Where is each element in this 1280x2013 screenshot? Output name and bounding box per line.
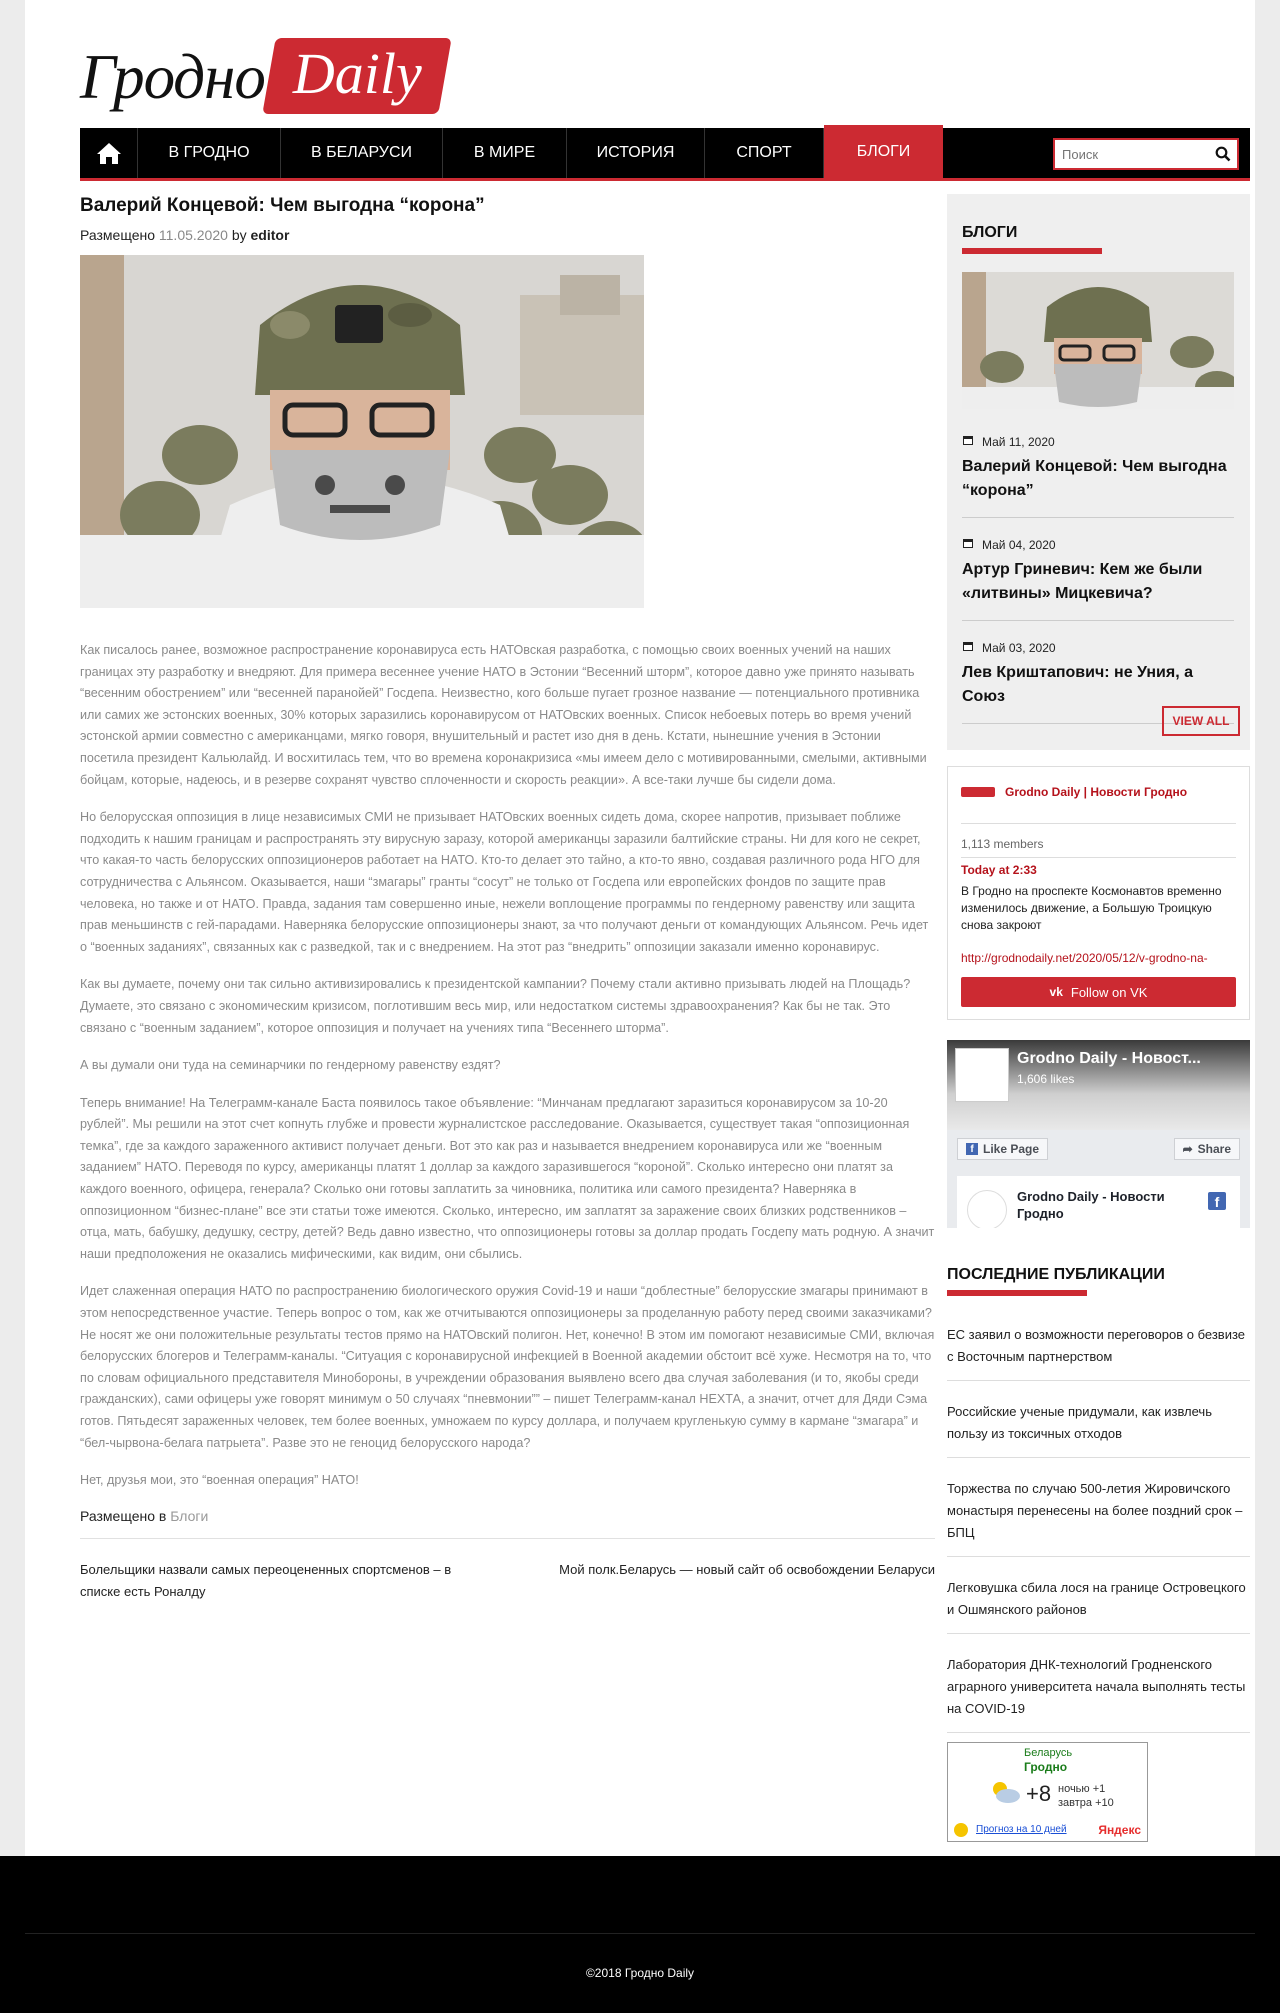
fb-page-avatar[interactable] — [955, 1048, 1009, 1102]
nav-item-sport[interactable]: СПОРТ — [705, 128, 824, 178]
fb-post — [957, 1176, 1240, 1228]
posted-label: Размещено — [80, 227, 155, 243]
divider — [962, 517, 1234, 518]
facebook-icon: f — [1208, 1192, 1226, 1210]
calendar-icon — [962, 640, 974, 655]
article-paragraph: Как вы думаете, почему они так сильно активизировались к президентской кампании? Почему стали активно призывать людей на Площадь? Думаете, это связано с экономическим кризисом, поглотившим весь мир, или недостатком системы здравоохранения? Как бы не так. Это связано с “военным заданием”, которое оппозиция и получает на учениях типа “Весеннего шторма”. — [80, 977, 911, 1035]
next-post-link[interactable]: Мой полк.Беларусь — новый сайт об освобождении Беларуси — [559, 1561, 935, 1577]
by-label: by — [231, 227, 247, 243]
latest-title: ПОСЛЕДНИЕ ПУБЛИКАЦИИ — [947, 1266, 1250, 1284]
nav-item-history[interactable]: ИСТОРИЯ — [567, 128, 705, 178]
vk-post-text: В Гродно на проспекте Космонавтов временно изменилось движение, а Большую Троицкую снова закроют — [961, 884, 1222, 932]
vk-icon: vk — [1049, 985, 1063, 999]
fb-share-button[interactable] — [1174, 1138, 1240, 1160]
latest-link[interactable]: ЕС заявил о возможности переговоров о безвизе с Восточным партнерством — [947, 1327, 1246, 1364]
search-box — [1053, 138, 1239, 170]
article-image — [80, 255, 644, 608]
nav-item-belarus[interactable]: В БЕЛАРУСИ — [281, 128, 443, 178]
nav-item-grodno[interactable]: В ГРОДНО — [138, 128, 281, 178]
category-link[interactable]: Блоги — [170, 1507, 209, 1524]
fb-like-page-button[interactable] — [957, 1138, 1048, 1160]
blog-post — [962, 434, 1234, 518]
weather-night: ночью +1 — [1058, 1783, 1106, 1795]
nav-item-world[interactable]: В МИРЕ — [443, 128, 567, 178]
article-body — [80, 640, 935, 1492]
fb-share-label: Share — [1197, 1142, 1231, 1156]
blog-post-date: Май 04, 2020 — [982, 537, 1056, 552]
article-meta — [80, 227, 935, 243]
blogs-widget-title: БЛОГИ — [962, 224, 1018, 241]
vk-widget — [947, 766, 1250, 1020]
vk-group-header[interactable] — [961, 785, 1187, 799]
article-paragraph: Теперь внимание! На Телеграмм-канале Баста появилось такое объявление: “Минчанам предлагают заразиться коронавирусом за 10-20 рублей”. Мы решили на этот счет копнуть глубже и провести журналистское расследование. Оказывается, существует такая “оппозиционная темка”, где за каждого зараженного активист получает деньги. Вот это как раз и называется внедрением коронавируса или же “военным заданием” НАТО. Переводя по курсу, американцы платят 1 доллар за каждого заразившегося “короной”. Сколько интересно они платят за каждого военного, офицера, генерала? Сколько они готовы заплатить за чиновника, политика или самого президента? Наверняка в оппозиционном “бизнес-плане” все эти статьи тоже имеются. Сколько, интересно, им заплатят за заражение своих близких родственников – отца, мать, бабушку, дедушку, сестру, детей? Ведь давно известно, что оппозиционеры готовы за доллар продать Госдепу мать родную. А значит наши предположения не оказались мифическими, как видим, они сбылись. — [80, 1095, 935, 1261]
blog-post-date: Май 11, 2020 — [982, 434, 1055, 449]
weather-widget[interactable] — [947, 1742, 1148, 1842]
forecast-link[interactable]: Прогноз на 10 дней — [976, 1824, 1067, 1835]
logo-text: Гродно — [80, 42, 265, 112]
view-all-button[interactable]: VIEW ALL — [1162, 706, 1240, 736]
calendar-icon — [962, 434, 974, 449]
fb-likes: 1,606 likes — [1017, 1072, 1075, 1086]
latest-publications — [947, 1266, 1250, 1749]
list-item — [947, 1397, 1250, 1458]
fb-page-name[interactable]: Grodno Daily - Новост... — [1017, 1050, 1201, 1067]
article-category — [80, 1508, 935, 1539]
search-icon[interactable] — [1215, 146, 1231, 167]
list-item — [947, 1573, 1250, 1634]
latest-link[interactable]: Российские ученые придумали, как извлечь пользу из токсичных отходов — [947, 1404, 1212, 1441]
vk-follow-label: Follow on VK — [1070, 984, 1148, 1000]
article-title: Валерий Концевой: Чем выгодна “корона” — [80, 195, 485, 216]
facebook-widget — [947, 1040, 1250, 1228]
prev-post-link[interactable]: Болельщики назвали самых переоцененных спортсменов – в списке есть Роналду — [80, 1561, 452, 1599]
vk-post-time: Today at 2:33 — [961, 863, 1037, 877]
fb-post-author[interactable]: Grodno Daily - Новости Гродно — [1017, 1189, 1165, 1221]
vk-follow-button[interactable] — [961, 977, 1236, 1007]
site-logo[interactable] — [80, 35, 460, 115]
vk-group-name: Grodno Daily | Новости Гродно — [1005, 785, 1188, 799]
blog-post-title[interactable]: Валерий Концевой: Чем выгодна “корона” — [962, 458, 1227, 499]
page — [25, 0, 1255, 1856]
weather-city: Гродно — [1024, 1760, 1068, 1774]
divider — [961, 857, 1236, 858]
list-item — [947, 1320, 1250, 1381]
logo-badge — [262, 38, 451, 114]
list-item — [947, 1650, 1250, 1733]
blogs-widget — [947, 194, 1250, 750]
fb-post-avatar — [967, 1190, 1007, 1228]
article-paragraph: А вы думали они туда на семинарчики по гендерному равенству ездят? — [80, 1058, 501, 1073]
home-icon[interactable] — [80, 128, 138, 178]
vk-group-logo — [961, 787, 995, 797]
footer — [0, 1856, 1280, 2013]
latest-link[interactable]: Легковушка сбила лося на границе Островецкого и Ошмянского районов — [947, 1580, 1246, 1617]
footer-inner — [25, 1856, 1255, 2013]
vk-members: 1,113 members — [961, 837, 1044, 851]
footer-copyright: ©2018 Гродно Daily — [585, 1966, 695, 1980]
yandex-logo: Яндекс — [1098, 1823, 1141, 1837]
nav-item-blogs[interactable]: БЛОГИ — [824, 125, 943, 178]
logo-badge-text: Daily — [292, 41, 422, 106]
search-input[interactable] — [1055, 140, 1205, 168]
share-icon: ➦ — [1182, 1142, 1193, 1156]
category-label: Размещено в — [80, 1507, 167, 1524]
calendar-icon — [962, 537, 974, 552]
blog-thumbnail[interactable] — [962, 272, 1234, 409]
divider — [962, 620, 1234, 621]
partly-cloudy-icon — [988, 1779, 1022, 1810]
article — [80, 191, 935, 1619]
list-item — [947, 1474, 1250, 1557]
article-paragraph: Но белорусская оппозиция в лице независимых СМИ не призывает НАТОвских военных сидеть дома, скорее напротив, призывает поближе подходить к нашим границам и распространять эту вирусную заразу, которой американцы заразили балтийские страны. Ни для кого не секрет, что какая-то часть белорусских оппозиционеров работает на НАТО. Кто-то делает это тайно, а кто-то явно, создавая различного рода НГО для сотрудничества с Альянсом. Оказывается, наши “змагары” гранты “сосут” не только от Госдепа или европейских фондов по защите прав человека, но также и от НАТО. Правда, задания там совершенно иные, нежели воплощение программы по гендерному равенству или защита прав меньшинств с гей-парадами. Наверняка белорусские оппозиционеры знают, за что получают деньги от командующих Альянсом. Речь идет о “военных заданиях”, связанных как с разведкой, так и с внедрением. На этот раз “внедрить” оппозиции заказали именно коронавирус. — [80, 810, 929, 954]
vk-post-link[interactable]: http://grodnodaily.net/2020/05/12/v-grodno-na- — [961, 951, 1208, 965]
article-paragraph: Как писалось ранее, возможное распространение коронавируса есть НАТОвская разработка, с помощью своих военных учений на наших границах эту разработку и внедряют. Для примера весеннее учение НАТО в Эстонии “Весенний шторм”, которое давно уже принято называть “весенним обострением” или “весенней паранойей” Госдепа. Неизвестно, кого больше пугает грозное название — потенциального противника или самих же эстонских военных, 30% которых заразились коронавирусом от НАТОвских военных. Список небоевых потерь во время учений эстонской армии совместно с американцами, мягко говоря, внушительный и растет изо дня в день. Кстати, нынешние учения в Эстонии посетила президент Кальюлайд. И восхитилась тем, что во времена коронакризиса «мы имеем дело с мотивированными, смелыми, активными бойцам, которые, надеюсь, и в резерве сохранят чувство сплоченности и скорость реакции». А все-таки лучше бы сидели дома. — [80, 643, 927, 787]
latest-link[interactable]: Торжества по случаю 500-летия Жировичского монастыря перенесены на более поздний срок – БПЦ — [947, 1481, 1243, 1540]
fb-like-page-label: Like Page — [983, 1142, 1040, 1156]
weather-country: Беларусь — [1024, 1747, 1073, 1759]
article-paragraph: Идет слаженная операция НАТО по распространению биологического оружия Covid-19 и наши “доблестные” белорусские змагары принимают в этом непосредственное участие. Теперь вопрос о том, как же отчитываются оппозиционеры за проделанную работу перед своими заказчиками? Не носят же они положительные результаты тестов прямо на НАТОвский полигон. Нет, конечно! В этом им помогают независимые СМИ, включая белорусских блогеров и Телеграмм-каналы. “Ситуация с коронавирусной инфекцией в Военной академии обстоит всё хуже. Несмотря на то, что по словам официального представителя Минобороны, в учреждении образования выявлено всего два случая заболевания (и то, якобы среди гражданских), сами офицеры уже говорят минимум о 50 случаях “пневмонии”” – пишет Телеграмм-канал НЕХТА, а значит, отчет для Дяди Сэма готов. Пятьдесят зараженных человек, тем более военных, умножаем по курсу доллара, и получаем кругленькую сумму в кармане “змагара” и “бел-чырвона-белага патрыета”. Разве это не геноцид белорусского народа? — [80, 1284, 935, 1450]
yandex-icon — [954, 1823, 968, 1837]
weather-temp: +8 — [1026, 1781, 1052, 1806]
blog-post — [962, 537, 1234, 621]
blog-post-title[interactable]: Лев Криштапович: не Уния, а Союз — [962, 664, 1193, 705]
article-author[interactable]: editor — [250, 227, 290, 243]
blog-post-title[interactable]: Артур Гриневич: Кем же были «литвины» Мицкевича? — [962, 561, 1203, 602]
post-navigation — [80, 1559, 935, 1619]
article-paragraph: Нет, друзья мои, это “военная операция” НАТО! — [80, 1473, 359, 1488]
weather-tomorrow: завтра +10 — [1058, 1797, 1114, 1809]
facebook-icon: f — [966, 1143, 978, 1155]
blog-post-date: Май 03, 2020 — [982, 640, 1056, 655]
footer-divider — [25, 1933, 1255, 1934]
article-date[interactable]: 11.05.2020 — [158, 227, 228, 243]
latest-link[interactable]: Лаборатория ДНК-технологий Гродненского аграрного университета начала выполнять тесты на COVID-19 — [947, 1657, 1246, 1716]
divider — [961, 823, 1236, 824]
